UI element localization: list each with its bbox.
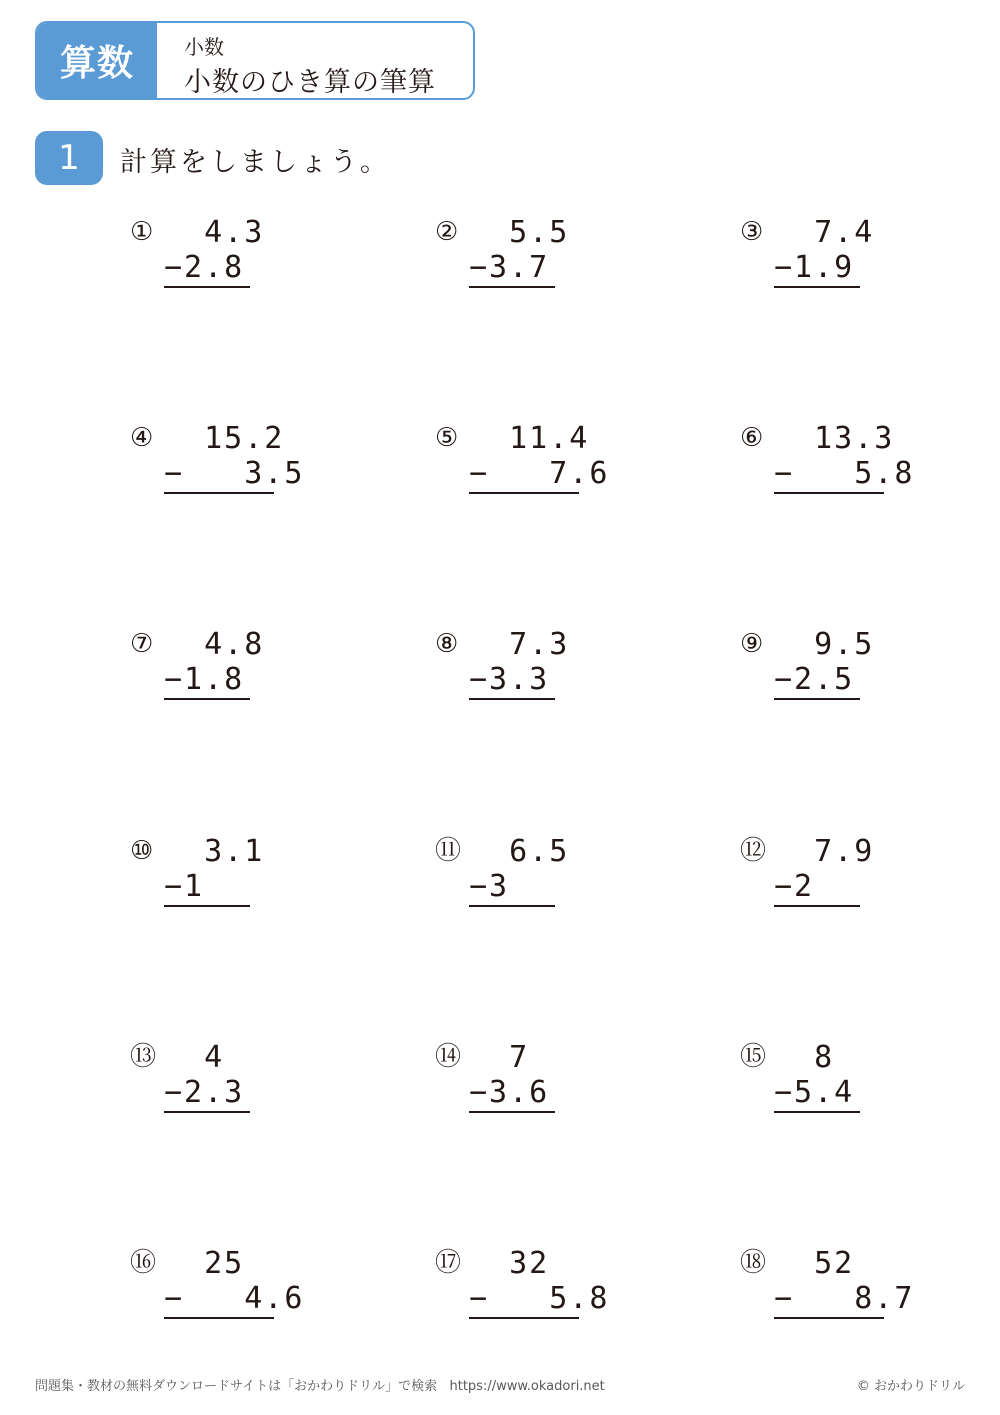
problem-14 <box>435 1041 635 1131</box>
subtrahend: − 5.8 <box>774 456 915 491</box>
instruction-text: 計算をしましょう。 <box>120 147 390 178</box>
answer-line <box>774 698 860 700</box>
question-number-badge: 1 <box>35 131 103 185</box>
problem-17 <box>435 1247 635 1337</box>
problem-7 <box>130 628 330 718</box>
problem-number: ⑮ <box>740 1042 767 1072</box>
answer-line <box>164 905 250 907</box>
problem-number: ⑪ <box>435 836 462 866</box>
minuend: 13.3 <box>774 421 895 456</box>
answer-line <box>164 1317 274 1319</box>
minuend: 6.5 <box>469 834 570 869</box>
worksheet-header <box>35 21 475 100</box>
unit-label: 小数 <box>184 35 224 59</box>
minuend: 15.2 <box>164 421 285 456</box>
problem-11 <box>435 835 635 925</box>
subtrahend: −1 <box>164 869 205 904</box>
answer-line <box>774 286 860 288</box>
minuend: 4.3 <box>164 215 265 250</box>
problem-6 <box>740 422 940 512</box>
minuend: 32 <box>469 1246 550 1281</box>
minuend: 11.4 <box>469 421 590 456</box>
minuend: 52 <box>774 1246 855 1281</box>
problem-number: ② <box>435 217 459 247</box>
subtrahend: −1.8 <box>164 662 245 697</box>
problem-number: ⑰ <box>435 1248 462 1278</box>
answer-line <box>164 698 250 700</box>
subtrahend: −2.3 <box>164 1075 245 1110</box>
footer-site-note: 問題集・教材の無料ダウンロードサイトは「おかわりドリル」で検索 https://www.okadori.net <box>35 1379 605 1394</box>
minuend: 4.8 <box>164 627 265 662</box>
answer-line <box>469 1317 579 1319</box>
problem-number: ⑱ <box>740 1248 767 1278</box>
problem-number: ⑦ <box>130 629 154 659</box>
problem-number: ⑨ <box>740 629 764 659</box>
problem-number: ⑭ <box>435 1042 462 1072</box>
minuend: 25 <box>164 1246 245 1281</box>
problem-2 <box>435 216 635 306</box>
subtrahend: − 8.7 <box>774 1281 915 1316</box>
answer-line <box>469 1111 555 1113</box>
problem-18 <box>740 1247 940 1337</box>
subtrahend: − 4.6 <box>164 1281 305 1316</box>
minuend: 8 <box>774 1040 835 1075</box>
problem-number: ⑥ <box>740 423 764 453</box>
subtrahend: −2.5 <box>774 662 855 697</box>
problem-15 <box>740 1041 940 1131</box>
answer-line <box>774 1317 884 1319</box>
minuend: 5.5 <box>469 215 570 250</box>
subtrahend: − 5.8 <box>469 1281 610 1316</box>
problem-number: ③ <box>740 217 764 247</box>
problem-number: ⑫ <box>740 836 767 866</box>
subtrahend: −3.7 <box>469 250 550 285</box>
problem-1 <box>130 216 330 306</box>
footer-copyright: © おかわりドリル <box>856 1379 965 1394</box>
problem-number: ④ <box>130 423 154 453</box>
problem-number: ⑧ <box>435 629 459 659</box>
answer-line <box>469 698 555 700</box>
worksheet-title: 小数のひき算の筆算 <box>184 67 436 98</box>
subtrahend: −3.3 <box>469 662 550 697</box>
problem-number: ① <box>130 217 154 247</box>
subtrahend: − 7.6 <box>469 456 610 491</box>
answer-line <box>164 286 250 288</box>
minuend: 9.5 <box>774 627 875 662</box>
minuend: 3.1 <box>164 834 265 869</box>
problem-9 <box>740 628 940 718</box>
subtrahend: −3.6 <box>469 1075 550 1110</box>
answer-line <box>164 492 274 494</box>
problem-number: ⑯ <box>130 1248 157 1278</box>
subtrahend: −2.8 <box>164 250 245 285</box>
minuend: 4 <box>164 1040 225 1075</box>
minuend: 7.3 <box>469 627 570 662</box>
answer-line <box>469 286 555 288</box>
problem-3 <box>740 216 940 306</box>
problem-13 <box>130 1041 330 1131</box>
subtrahend: −3 <box>469 869 510 904</box>
subtrahend: −5.4 <box>774 1075 855 1110</box>
answer-line <box>774 492 884 494</box>
answer-line <box>469 905 555 907</box>
answer-line <box>774 905 860 907</box>
problem-12 <box>740 835 940 925</box>
problem-number: ⑬ <box>130 1042 157 1072</box>
subtrahend: −1.9 <box>774 250 855 285</box>
problem-10 <box>130 835 330 925</box>
problem-8 <box>435 628 635 718</box>
problem-number: ⑩ <box>130 836 154 866</box>
subject-tag: 算数 <box>37 23 157 98</box>
problem-16 <box>130 1247 330 1337</box>
minuend: 7.4 <box>774 215 875 250</box>
minuend: 7.9 <box>774 834 875 869</box>
subtrahend: − 3.5 <box>164 456 305 491</box>
subtrahend: −2 <box>774 869 815 904</box>
problem-4 <box>130 422 330 512</box>
answer-line <box>469 492 579 494</box>
answer-line <box>164 1111 250 1113</box>
answer-line <box>774 1111 860 1113</box>
minuend: 7 <box>469 1040 530 1075</box>
problem-5 <box>435 422 635 512</box>
problem-number: ⑤ <box>435 423 459 453</box>
